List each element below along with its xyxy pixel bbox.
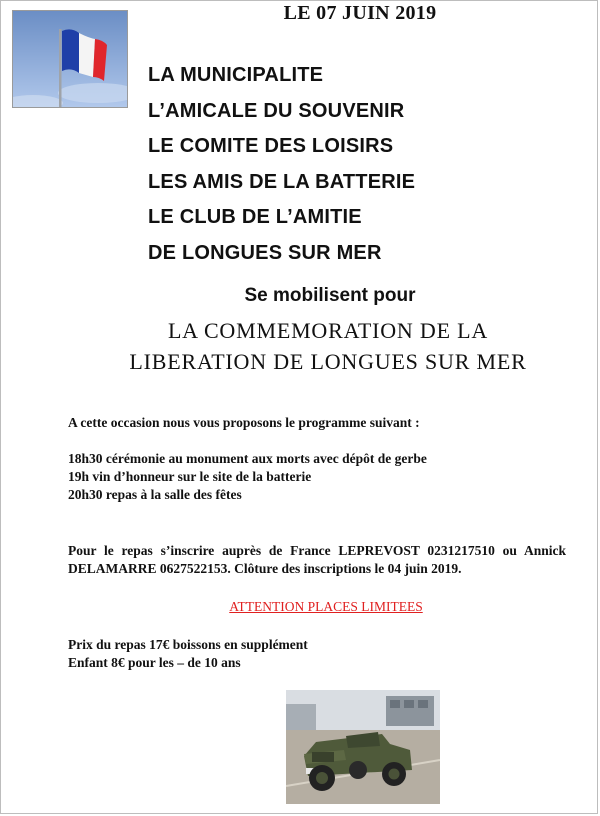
program-item: 19h vin d’honneur sur le site de la batterie <box>68 469 312 484</box>
jeep-icon <box>286 690 440 804</box>
registration-info: Pour le repas s’inscrire auprès de France LEPREVOST 0231217510 ou Annick DELAMARRE 0627522153. Clôture des inscriptions le 04 juin 2019. <box>68 543 566 576</box>
program-item: 18h30 cérémonie au monument aux morts avec dépôt de gerbe <box>68 451 427 466</box>
organizations-list <box>148 58 415 271</box>
headline-line: LIBERATION DE LONGUES SUR MER <box>129 349 527 374</box>
military-jeep-photo <box>286 690 440 804</box>
organization-item: LA MUNICIPALITE <box>148 64 324 86</box>
organization-item: LE CLUB DE L’AMITIE <box>148 206 362 228</box>
program-intro: A cette occasion nous vous proposons le programme suivant : <box>68 415 420 430</box>
price-line: Enfant 8€ pour les – de 10 ans <box>68 655 241 670</box>
price-line: Prix du repas 17€ boissons en supplément <box>68 637 308 652</box>
organization-item: L’AMICALE DU SOUVENIR <box>148 99 405 122</box>
price-info <box>68 636 568 672</box>
commemoration-headline <box>0 315 600 377</box>
mobilise-subtitle: Se mobilisent pour <box>244 285 416 306</box>
organization-item: LE COMITE DES LOISIRS <box>148 135 394 157</box>
headline-line: LA COMMEMORATION DE LA <box>167 318 489 343</box>
flag-icon <box>13 11 128 108</box>
program-list <box>68 450 568 504</box>
program-item: 20h30 repas à la salle des fêtes <box>68 487 242 502</box>
event-date-title: LE 07 JUIN 2019 <box>283 2 437 24</box>
organization-item: LES AMIS DE LA BATTERIE <box>148 170 416 193</box>
attention-notice: ATTENTION PLACES LIMITEES <box>229 599 423 614</box>
organization-item: DE LONGUES SUR MER <box>148 241 382 264</box>
